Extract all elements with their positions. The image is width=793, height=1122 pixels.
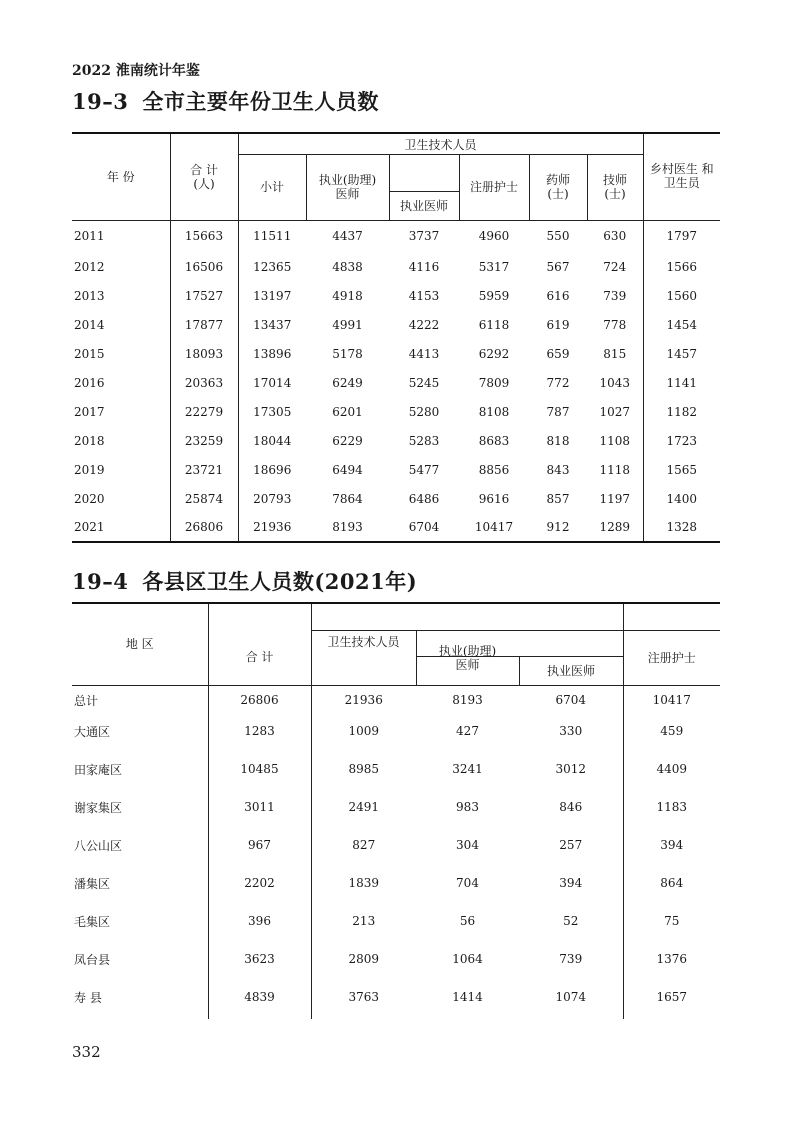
value-cell: 818 [546,433,570,448]
value-cell: 21936 [344,693,383,708]
table-row [72,281,720,310]
value-cell: 724 [603,259,627,274]
value-cell: 17014 [253,375,292,390]
value-cell: 10417 [474,520,514,534]
value-cell: 4116 [408,259,440,274]
table1-number: 19–3 [72,89,129,114]
region-cell: 谢家集区 [72,791,208,823]
value-cell: 778 [603,317,627,332]
value-cell: 567 [546,259,570,274]
value-cell: 8985 [348,762,380,776]
table-row [72,252,720,281]
value-cell: 857 [546,491,570,506]
value-cell: 8193 [332,520,363,534]
col-header-physician: 执业(助理) 医师 [306,154,389,220]
value-cell: 787 [546,404,570,419]
value-cell: 1566 [643,252,720,281]
table-row [72,513,720,542]
value-cell: 1118 [599,462,631,477]
year-cell: 2020 [72,484,170,513]
value-cell: 2491 [348,800,380,814]
value-cell: 3241 [452,762,483,776]
col-header-region: 地 区 [72,603,208,685]
col-header-nurse: 注册护士 [459,154,529,220]
table-row [72,747,720,791]
value-cell: 330 [559,724,583,738]
table-row [72,867,720,899]
value-cell: 8108 [478,404,510,419]
value-cell: 1414 [452,990,483,1004]
value-cell: 11511 [253,229,292,244]
region-cell: 寿 县 [72,975,208,1019]
value-cell: 8856 [478,462,510,477]
value-cell: 7809 [478,375,510,390]
region-cell: 田家庵区 [72,747,208,791]
value-cell: 6704 [555,693,587,708]
year-cell: 2021 [72,513,170,542]
value-cell: 912 [546,520,570,534]
table-row [72,975,720,1019]
value-cell: 52 [563,914,579,928]
value-cell: 5280 [408,404,440,419]
col-header-subtotal: 小计 [238,154,306,220]
value-cell: 739 [559,952,583,966]
value-cell: 5317 [478,259,510,274]
value-cell: 6704 [408,520,440,534]
region-cell: 大通区 [72,715,208,747]
table-row [72,484,720,513]
value-cell: 1183 [623,791,720,823]
value-cell: 26806 [208,685,311,715]
value-cell: 25874 [170,484,238,513]
value-cell: 983 [456,800,479,814]
value-cell: 394 [559,876,583,890]
value-cell: 4222 [408,317,440,332]
table-row [72,899,720,943]
value-cell: 4839 [208,975,311,1019]
region-cell: 潘集区 [72,867,208,899]
value-cell: 13437 [253,317,292,332]
value-cell: 17877 [170,310,238,339]
table-row [72,823,720,867]
value-cell: 13197 [253,288,292,303]
value-cell: 23259 [170,426,238,455]
value-cell: 1197 [599,491,631,506]
value-cell: 17527 [170,281,238,310]
value-cell: 20793 [253,491,292,506]
year-cell: 2011 [72,220,170,252]
col-header-year: 年 份 [72,133,170,220]
value-cell: 1283 [208,715,311,747]
value-cell: 3012 [555,762,587,776]
value-cell: 4991 [332,317,363,332]
value-cell: 1797 [643,220,720,252]
table-row [72,791,720,823]
table-row [72,339,720,368]
value-cell: 26806 [170,513,238,542]
value-cell: 1074 [555,990,587,1004]
value-cell: 3011 [208,791,311,823]
value-cell: 13896 [253,346,292,361]
value-cell: 459 [623,715,720,747]
col-header-health-tech-group: 卫生技术人员 [238,133,643,154]
table2-number: 19–4 [72,569,129,594]
col-header-licensed: 执业医师 [519,656,623,685]
year-cell: 2016 [72,368,170,397]
value-cell: 1560 [643,281,720,310]
table2-title [72,566,417,596]
value-cell: 1043 [599,375,631,390]
table-row [72,220,720,252]
value-cell: 1064 [452,952,483,966]
value-cell: 18093 [170,339,238,368]
table-row [72,455,720,484]
value-cell: 4413 [408,346,440,361]
value-cell: 6118 [478,317,510,332]
value-cell: 56 [459,914,476,928]
col-header-physician: 执业(助理) 医师 [416,643,519,672]
table-row [72,715,720,747]
value-cell: 12365 [253,259,292,274]
value-cell: 75 [623,899,720,943]
value-cell: 304 [456,838,479,852]
table-row [72,310,720,339]
value-cell: 1565 [643,455,720,484]
table1-title [72,86,379,116]
col-header-nurse: 注册护士 [623,630,720,685]
year-cell: 2012 [72,252,170,281]
value-cell: 18044 [253,433,292,448]
value-cell: 619 [546,317,570,332]
value-cell: 967 [208,823,311,867]
col-header-health-tech: 卫生技术人员 [311,630,416,685]
value-cell: 1141 [643,368,720,397]
year-cell: 2013 [72,281,170,310]
year-cell: 2017 [72,397,170,426]
value-cell: 659 [546,346,570,361]
value-cell: 843 [546,462,570,477]
value-cell: 6494 [332,462,363,477]
value-cell: 20363 [170,368,238,397]
value-cell: 396 [208,899,311,943]
value-cell: 427 [456,724,479,738]
value-cell: 5178 [332,346,363,361]
table-19-4 [72,602,720,1019]
value-cell: 5959 [478,288,510,303]
col-header-total: 合 计 (人) [170,133,238,220]
value-cell: 3623 [208,943,311,975]
region-cell: 八公山区 [72,823,208,867]
value-cell: 1400 [643,484,720,513]
value-cell: 1723 [643,426,720,455]
value-cell: 8683 [478,433,510,448]
value-cell: 1108 [599,433,631,448]
value-cell: 4838 [332,259,363,274]
value-cell: 5283 [408,433,440,448]
value-cell: 10417 [623,685,720,715]
value-cell: 1289 [599,520,631,534]
value-cell: 6292 [478,346,510,361]
table1-title-text: 全市主要年份卫生人员数 [142,89,379,114]
value-cell: 864 [623,867,720,899]
value-cell: 7864 [332,491,363,506]
value-cell: 18696 [253,462,292,477]
table-19-3 [72,132,720,543]
value-cell: 1657 [623,975,720,1019]
value-cell: 9616 [478,491,510,506]
region-cell: 毛集区 [72,899,208,943]
value-cell: 1376 [623,943,720,975]
value-cell: 739 [603,288,627,303]
value-cell: 2202 [208,867,311,899]
value-cell: 1839 [348,876,380,890]
value-cell: 815 [603,346,627,361]
value-cell: 6249 [332,375,363,390]
region-cell: 凤台县 [72,943,208,975]
year-cell: 2014 [72,310,170,339]
value-cell: 5477 [408,462,440,477]
value-cell: 550 [546,229,570,244]
value-cell: 4918 [332,288,363,303]
running-header: 2022 淮南统计年鉴 [72,63,200,79]
value-cell: 15663 [170,220,238,252]
value-cell: 16506 [170,252,238,281]
value-cell: 8193 [452,693,483,708]
value-cell: 4153 [408,288,440,303]
value-cell: 1027 [599,404,631,419]
value-cell: 213 [352,914,376,928]
value-cell: 394 [623,823,720,867]
value-cell: 3763 [348,990,380,1004]
value-cell: 1454 [643,310,720,339]
value-cell: 1457 [643,339,720,368]
value-cell: 827 [352,838,376,852]
value-cell: 4960 [478,229,510,244]
table-row [72,397,720,426]
year-cell: 2019 [72,455,170,484]
col-header-village-doctors: 乡村医生 和 卫生员 [643,133,720,220]
col-header-pharmacist: 药师 (士) [529,154,587,220]
value-cell: 1182 [643,397,720,426]
value-cell: 6201 [332,404,363,419]
col-header-technician: 技师 (士) [587,154,643,220]
value-cell: 10485 [208,747,311,791]
region-cell: 总计 [72,685,208,715]
col-header-licensed: 执业医师 [389,191,459,220]
value-cell: 4409 [623,747,720,791]
value-cell: 2809 [348,952,380,966]
value-cell: 257 [559,838,583,852]
value-cell: 846 [559,800,583,814]
value-cell: 616 [546,288,570,303]
page-number: 332 [72,1043,101,1061]
table-row [72,943,720,975]
value-cell: 704 [456,876,479,890]
table-row [72,426,720,455]
table2-title-text: 各县区卫生人员数(2021年) [142,569,418,594]
col-header-total: 合 计 [208,603,311,685]
table-row [72,685,720,715]
value-cell: 772 [546,375,570,390]
value-cell: 3737 [408,229,440,244]
table-row [72,368,720,397]
value-cell: 1328 [643,513,720,542]
year-cell: 2018 [72,426,170,455]
value-cell: 6229 [332,433,363,448]
value-cell: 21936 [253,520,292,534]
value-cell: 4437 [332,229,363,244]
year-cell: 2015 [72,339,170,368]
value-cell: 1009 [348,724,380,738]
value-cell: 6486 [408,491,440,506]
value-cell: 17305 [253,404,292,419]
value-cell: 23721 [170,455,238,484]
value-cell: 630 [603,229,627,244]
value-cell: 5245 [408,375,440,390]
value-cell: 22279 [170,397,238,426]
